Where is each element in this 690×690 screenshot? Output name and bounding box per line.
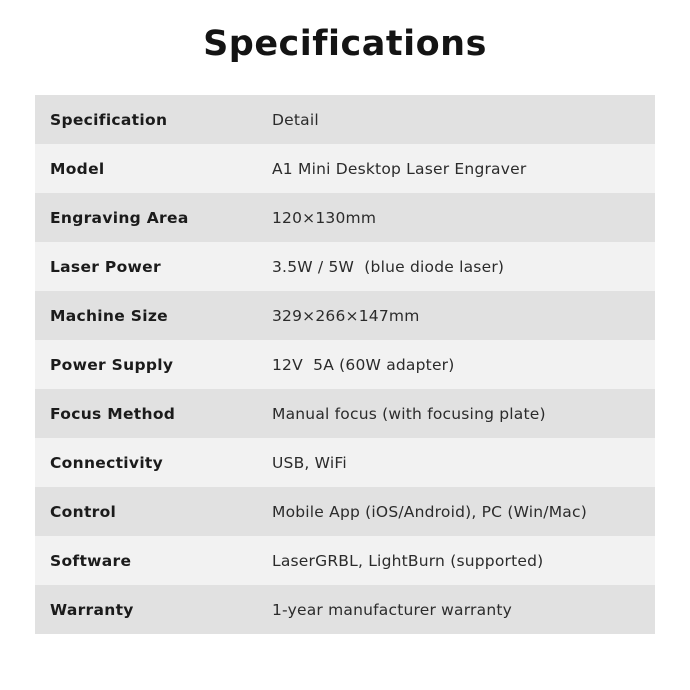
spec-value: 329×266×147mm (272, 306, 420, 325)
table-row-model (35, 144, 655, 193)
table-row-power-supply (35, 340, 655, 389)
table-row-focus-method (35, 389, 655, 438)
spec-label: Model (50, 159, 105, 178)
spec-value: 3.5W / 5W (blue diode laser) (272, 257, 505, 276)
table-row-laser-power (35, 242, 655, 291)
table-row-software (35, 536, 655, 585)
spec-label: Connectivity (50, 453, 164, 472)
table-row-engraving-area (35, 193, 655, 242)
spec-value: 1-year manufacturer warranty (272, 600, 512, 619)
column-header-detail: Detail (272, 110, 319, 129)
spec-value: LaserGRBL, LightBurn (supported) (272, 551, 544, 570)
table-row-warranty (35, 585, 655, 634)
spec-value: A1 Mini Desktop Laser Engraver (272, 159, 527, 178)
spec-label: Engraving Area (50, 208, 189, 227)
spec-label: Control (50, 502, 117, 521)
spec-label: Focus Method (50, 404, 176, 423)
specifications-table (35, 95, 655, 634)
spec-value: USB, WiFi (272, 453, 347, 472)
spec-label: Warranty (50, 600, 134, 619)
spec-value: Manual focus (with focusing plate) (272, 404, 546, 423)
spec-value: 12V 5A (60W adapter) (272, 355, 455, 374)
spec-label: Laser Power (50, 257, 161, 276)
spec-label: Software (50, 551, 132, 570)
table-header-row (35, 95, 655, 144)
spec-value: Mobile App (iOS/Android), PC (Win/Mac) (272, 502, 587, 521)
page-title: Specifications (203, 24, 487, 64)
table-row-control (35, 487, 655, 536)
table-row-connectivity (35, 438, 655, 487)
spec-value: 120×130mm (272, 208, 377, 227)
spec-label: Machine Size (50, 306, 168, 325)
column-header-specification: Specification (50, 110, 168, 129)
spec-label: Power Supply (50, 355, 174, 374)
table-row-machine-size (35, 291, 655, 340)
